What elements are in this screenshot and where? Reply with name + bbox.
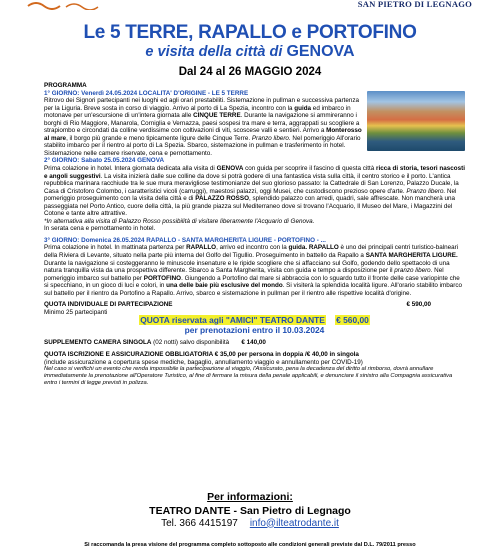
minimo-partecipanti: Minimo 25 partecipanti — [44, 308, 108, 316]
info-heading: Per informazioni: — [207, 491, 293, 503]
day2-title: 2° GIORNO: Sabato 25.05.2024 GENOVA — [44, 157, 164, 165]
assicurazione-row: QUOTA ISCRIZIONE E ASSICURAZIONE OBBLIGATORIA € 35,00 per persona in doppia /€ 40,00 in singola — [44, 350, 359, 358]
trip-dates: Dal 24 al 26 MAGGIO 2024 — [178, 66, 322, 78]
day1-text: Ritrovo dei Signori partecipanti nei luoghi ed agli orari prestabiliti. Sistemazione in pullman e successiva partenza per la Liguria. Breve sosta in corso di viaggio. Arrivo al porto di La Spezia, incontro con la guida ed imbarco in motonave per un'escursione di un'intera giornata alle CINQUE TERRE. Durante la navigazione si ammireranno i borghi di Rio Maggiore, Manarola, Corniglia e Vernazza, paesi sospesi tra mare e terra, aggrappati su scogliere a strapiombo e circondati da colline verdissime con coltivazioni di viti, scoscese valli e sentieri. Arrivo a Monterosso al mare, il borgo più grande e meno tipicamente ligure delle Cinque Terre. Pranzo libero. Nel pomeriggio All'orario stabilito imbarco per il rientro al porto di La Spezia. Sbarco, sistemazione in pullman e trasferimento in hotel. Sistemazione nelle camere riservate, cena e pernottamento. — [44, 97, 362, 157]
contact-info — [0, 491, 500, 530]
page-title: Le 5 TERRE, RAPALLO e PORTOFINO — [83, 22, 417, 43]
subtitle-city: GENOVA — [286, 43, 355, 60]
logo-wave-icon — [26, 0, 106, 10]
day2-evening: In serata cena e pernottamento in hotel. — [44, 225, 156, 233]
organization-name: SAN PIETRO DI LEGNAGO — [357, 0, 472, 9]
singola-row: SUPPLEMENTO CAMERA SINGOLA (02 notti) salvo disponibilità € 140,00 — [44, 339, 266, 347]
email-link[interactable]: info@ilteatrodante.it — [249, 517, 339, 529]
header-bar — [0, 0, 500, 18]
disclaimer: Nel caso si verifichi un evento che renda impossibile la partecipazione al viaggio, l'Assicurato, pena la decadenza del diritto al rimborso, dovrà annullare immediatamente la prenotazione all'Operatore Turistico, al fine di fermare la misura della penale applicabili, e denunciare il sinistro alla Compagnia assicurativa entro i termini di legge previsti in polizza. — [44, 366, 453, 386]
program-body — [44, 82, 465, 386]
info-contacts — [0, 518, 500, 530]
footer-note: Si raccomanda la presa visione del programma completo sottoposto alle condizioni generali previste dal D.L. 79/2011 presso — [84, 542, 416, 548]
phone: Tel. 366 4415197 — [161, 517, 238, 529]
day2-text: Prima colazione in hotel. Intera giornata dedicata alla visita di GENOVA con guida per scoprire il fascino di questa città ricca di storia, tesori nascosti e angoli suggestivi. La visita inizierà dalle sue colline da dove si potrà godere di una fantastica vista sulla città, il centro storico e il porto. L'antica repubblica marinara racchiude tra le sue mura meravigliose testimonianze del suo glorioso passato: la Cattedrale di San Lorenzo, Palazzo Ducale, la Casa di Cristoforo Colombo, i caratteristici vicoli (carruggi), maestosi palazzi, oggi Musei, che custodiscono prezioso opere d'arte. Pranzo libero. Nel pomeriggio proseguimento con la visita della città e di PALAZZO ROSSO, splendido palazzo con arredi, quadri, sale affrescate. Non mancherà una passeggiata nel Porto Antico, cuore della città, la più grande piazza sul Mediterraneo dove si trovano l'Acquario, Il Museo del Mare, i Magazzini del Cotone e tante altre attrattive. — [44, 165, 465, 218]
cinque-terre-photo — [367, 91, 465, 151]
day3-title: 3° GIORNO: Domenica 26.05.2024 RAPALLO - SANTA MARGHERITA LIGURE - PORTOFINO - ... — [44, 236, 326, 244]
info-name: TEATRO DANTE - San Pietro di Legnago — [149, 505, 351, 517]
amici-quote: QUOTA riservata agli "AMICI" TEATRO DANTE € 560,00 per prenotazioni entro il 10.03.2024 — [140, 315, 369, 335]
page-subtitle — [0, 43, 500, 61]
day3-text: Prima colazione in hotel. In mattinata partenza per RAPALLO, arrivo ed incontro con la guida. RAPALLO è uno dei principali centri turistico-balneari della Riviera di Levante, situato nella parte più interna del Golfo del Tigullio. Proseguimento in battello da Rapallo a SANTA MARGHERITA LIGURE. Durante la navigazione si costeggeranno le minuscole insenature e le ripide scogliere che si affacciano sul Golfo, godendo dello spettacolo di una natura tranquilla vista da una prospettiva differente. Sbarco a Santa Margherita, visita con guida e tempo a disposizione per il pranzo libero. Nel pomeriggio imbarco sul battello per PORTOFINO. Giungendo a Portofino dal mare si abbraccia con lo sguardo tutto il fronte delle case variopinte che si specchiano, in un gioco di luci e colori, in una delle baie più esclusive del mondo. Si visiterà la splendida località ligure. All'orario stabilito imbarco sul battello per il rientro da Portofino a Rapallo. Arrivo, sbarco e sistemazione in pullman per il rientro alle rispettive località d'origine. — [44, 244, 463, 297]
assicurazione-note: (include assicurazione a copertura spese mediche, bagaglio, annullamento viaggio e annullamento per COVID-19) — [44, 358, 363, 366]
day1-title: 1° GIORNO: Venerdì 24.05.2024 LOCALITA' D'ORIGINE - LE 5 TERRE — [44, 89, 249, 97]
program-label: PROGRAMMA — [44, 82, 87, 89]
quota-row: QUOTA INDIVIDUALE DI PARTECIPAZIONE € 590,00 — [44, 301, 431, 309]
subtitle-prefix: e visita della città di — [145, 44, 287, 60]
day2-note: *In alternativa alla visita di Palazzo Rosso possibilità di visitare liberamente l'Acquario di Genova. — [44, 217, 315, 225]
